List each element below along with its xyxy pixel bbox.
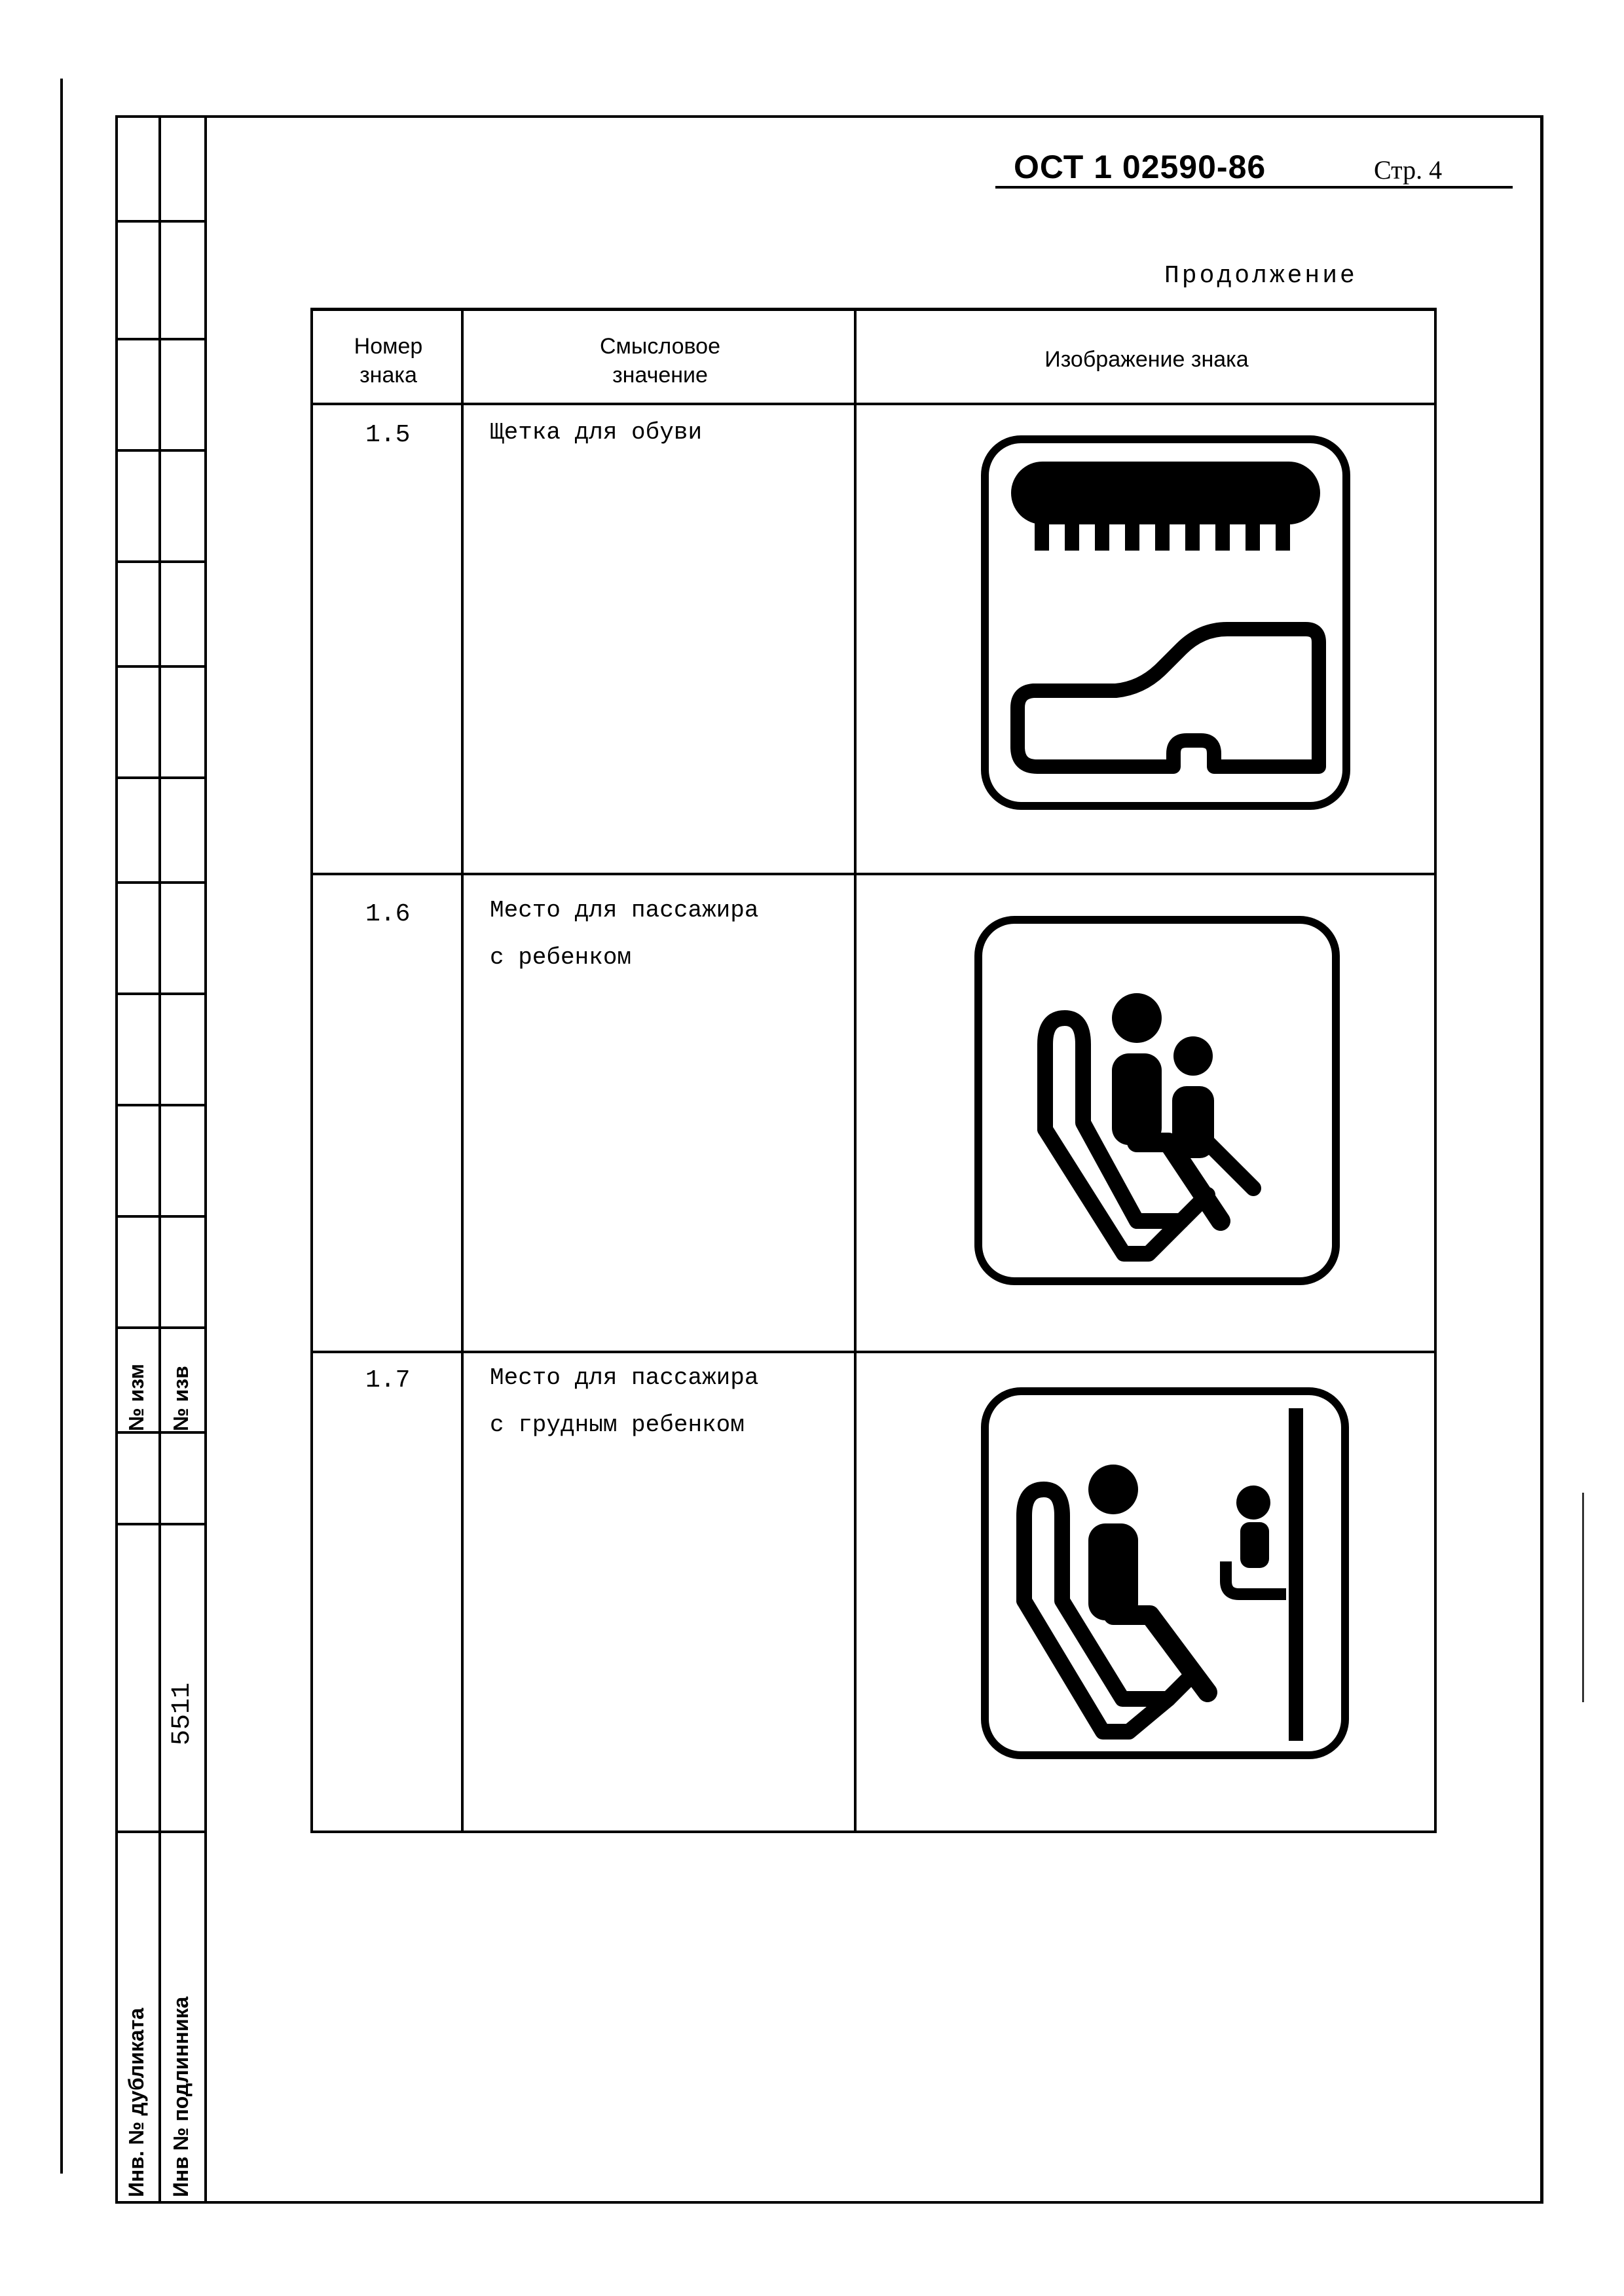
sign-number: 1.7 (365, 1366, 411, 1394)
stamp-label-duplicate-inv: Инв. № дубликата (124, 2007, 148, 2197)
stamp-label-original-inv: Инв № подлинника (169, 1996, 193, 2197)
stamp-label-change-no: № изм (124, 1363, 148, 1431)
column-header-meaning: Смысловое значение (600, 334, 720, 388)
header-row-divider (313, 403, 1434, 405)
approval-stamp-strip (115, 115, 207, 2204)
passenger-with-child-sign (972, 913, 1342, 1288)
frame-bottom-border (115, 2201, 1543, 2204)
sign-number: 1.5 (365, 421, 411, 449)
sign-meaning: Место для пассажира с ребенком (490, 897, 759, 971)
frame-right-border (1540, 115, 1543, 2204)
stamp-middle-line (158, 115, 161, 2204)
column-header-image: Изображение знака (1044, 347, 1249, 372)
left-margin-line (60, 79, 63, 2174)
row-divider (313, 873, 1434, 875)
frame-top-border (207, 115, 1543, 118)
signs-table (310, 308, 1437, 1833)
passenger-with-infant-sign (978, 1385, 1352, 1762)
document-code: ОСТ 1 02590-86 (1014, 149, 1266, 185)
shoe-brush-icon (978, 433, 1353, 812)
column-divider (854, 311, 857, 1831)
stamp-original-number: 5511 (168, 1682, 197, 1745)
stamp-label-notice-no: № изв (169, 1366, 193, 1431)
sign-meaning: Щетка для обуви (490, 419, 703, 446)
shoe-brush-sign (978, 433, 1353, 812)
sign-number: 1.6 (365, 900, 411, 928)
passenger-with-child-icon (972, 913, 1342, 1288)
scan-artifact-line (1582, 1493, 1584, 1702)
sign-meaning: Место для пассажира с грудным ребенком (490, 1364, 759, 1438)
stamp-inner-line (204, 115, 207, 2204)
header-underline (995, 186, 1513, 189)
continuation-label: Продолжение (1164, 262, 1357, 290)
passenger-with-infant-icon (978, 1385, 1352, 1762)
stamp-outer-line (115, 115, 118, 2204)
page-number: Стр. 4 (1374, 155, 1443, 185)
column-header-number: Номер знака (354, 334, 423, 388)
row-divider (313, 1351, 1434, 1353)
column-divider (461, 311, 464, 1831)
